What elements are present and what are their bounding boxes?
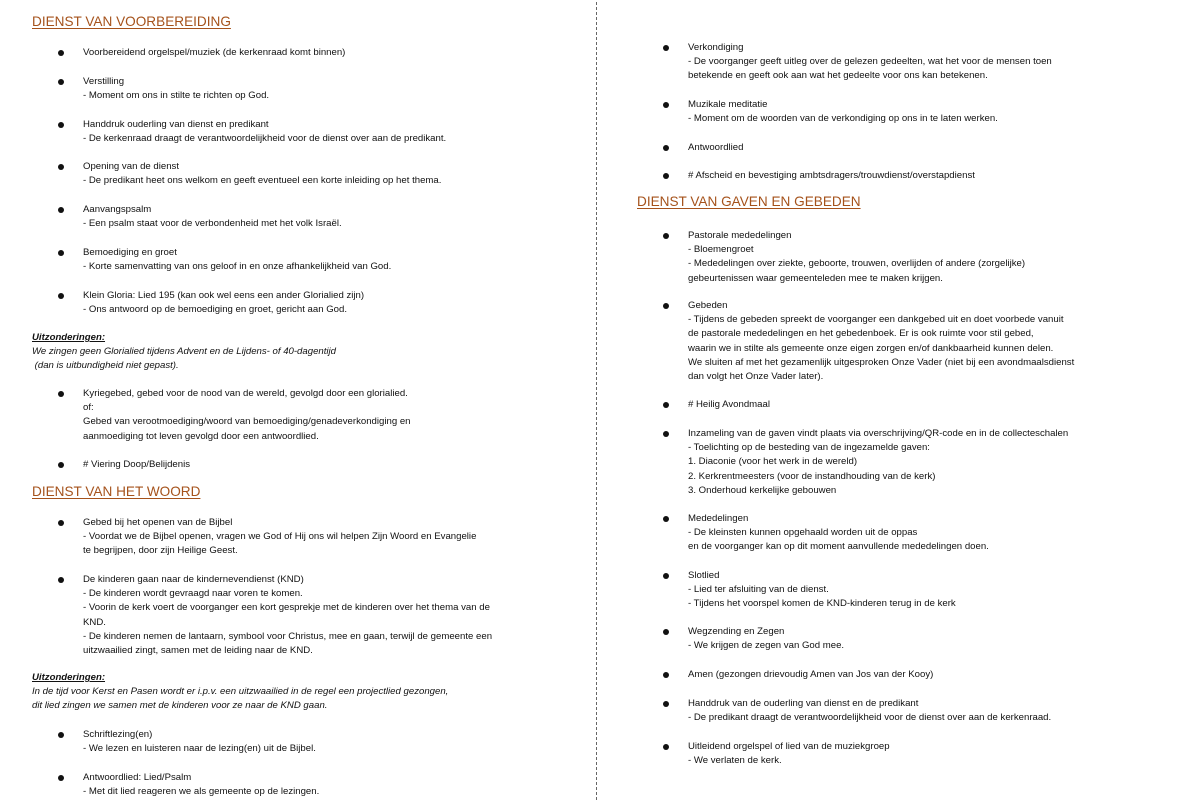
list-item-detail: - Voorin de kerk voert de voorganger een kort gesprekje met de kinderen over het thema van de [83,602,490,614]
heading-dienst-van-het-woord: DIENST VAN HET WOORD [32,484,201,499]
bullet-icon [58,462,64,468]
list-item [83,573,492,658]
list-item [688,668,933,682]
list-item [83,387,411,444]
list-item-title: Schriftlezing(en) [83,729,153,740]
list-item-detail: - Ons antwoord op de bemoediging en groet, gericht aan God. [83,304,347,316]
bullet-icon [663,744,669,750]
list-item-detail: 2. Kerkrentmeesters (voor de instandhouding van de kerk) [688,470,936,482]
list-item-detail: - Tijdens de gebeden spreekt de voorganger een dankgebed uit en doet voorbede vanuit [688,314,1064,326]
bullet-icon [58,50,64,56]
list-item-title: Muzikale meditatie [688,99,768,110]
list-item [83,516,476,559]
list-item-detail: betekende en geeft ook aan wat het gedeelte voor ons kan betekenen. [688,70,988,82]
list-item-title: Antwoordlied: Lied/Psalm [83,772,192,783]
list-item-title: Handdruk van de ouderling van dienst en de predikant [688,698,919,709]
list-item-detail: - De voorganger geeft uitleg over de gelezen gedeelten, wat het voor de mensen toen [688,56,1052,68]
bullet-icon [58,79,64,85]
list-item [83,728,316,756]
list-item-detail: dan volgt het Onze Vader later). [688,371,824,383]
list-item [83,46,345,60]
list-item-detail: - De kleinsten kunnen opgehaald worden uit de oppas [688,527,918,539]
list-item [688,427,1068,498]
list-item [688,512,989,555]
list-item-detail: - We verlaten de kerk. [688,755,782,767]
bullet-icon [663,629,669,635]
list-item [688,625,844,653]
list-item [688,697,1051,725]
list-item [688,229,1025,286]
list-item [83,160,441,188]
exception-line: We zingen geen Glorialied tijdens Advent en de Lijdens- of 40-dagentijd [32,346,337,357]
list-item [83,458,190,472]
bullet-icon [663,173,669,179]
list-item [688,299,1074,384]
list-item [688,41,1052,84]
list-item-detail: uitzwaailied zingt, samen met de leiding naar de KND. [83,645,313,657]
bullet-icon [663,102,669,108]
list-item-detail: - We krijgen de zegen van God mee. [688,640,845,652]
list-item-detail: - De predikant draagt de verantwoordelijkheid voor de dienst over aan de kerkenraad. [688,712,1052,724]
heading-dienst-van-voorbereiding: DIENST VAN VOORBEREIDING [32,14,231,29]
list-item [688,398,770,412]
list-item-title: Antwoordlied [688,142,744,153]
list-item-detail: - Mededelingen over ziekte, geboorte, trouwen, overlijden of andere (zorgelijke) [688,258,1026,270]
list-item-title: # Viering Doop/Belijdenis [83,459,191,470]
bullet-icon [58,207,64,213]
list-item-detail: waarin we in stilte als gemeente onze eigen zorgen en/of dankbaarheid kunnen delen. [688,342,1054,354]
bullet-icon [58,520,64,526]
heading-dienst-van-gaven-en-gebeden: DIENST VAN GAVEN EN GEBEDEN [637,194,861,209]
list-item [83,75,269,103]
list-item-detail: 1. Diaconie (voor het werk in de wereld) [688,456,858,468]
list-item-detail: of: [83,402,94,414]
list-item-title: Aanvangspsalm [83,204,152,215]
list-item-detail: - Een psalm staat voor de verbondenheid met het volk Israël. [83,218,342,230]
bullet-icon [58,122,64,128]
exception-line: dit lied zingen we samen met de kinderen voor ze naar de KND gaan. [32,700,328,711]
list-item-detail: en de voorganger kan op dit moment aanvullende mededelingen doen. [688,541,989,553]
bullet-icon [663,431,669,437]
bullet-icon [58,250,64,256]
list-item-detail: KND. [83,616,106,628]
bullet-icon [663,303,669,309]
list-item-detail: gebeurtenissen waar gemeenteleden mee te maken krijgen. [688,272,943,284]
list-item [83,203,342,231]
list-item-detail: - De predikant heet ons welkom en geeft eventueel een korte inleiding op het thema. [83,175,442,187]
list-item-title: Opening van de dienst [83,161,180,172]
list-item-detail: - Moment om ons in stilte te richten op God. [83,90,270,102]
list-item [688,98,998,126]
list-item-detail: - De kinderen nemen de lantaarn, symbool voor Christus, mee en gaan, terwijl de gemeente een [83,630,493,642]
bullet-icon [663,233,669,239]
bullet-icon [58,293,64,299]
list-item-title: Inzameling van de gaven vindt plaats via overschrijving/QR-code en in de collecteschalen [688,428,1069,439]
bullet-icon [663,701,669,707]
list-item-detail: We sluiten af met het gezamenlijk uitgesproken Onze Vader (niet bij een avondmaalsdienst [688,356,1075,368]
list-item-title: Wegzending en Zegen [688,626,785,637]
bullet-icon [663,672,669,678]
list-item-title: Mededelingen [688,513,749,524]
column-divider [596,2,597,800]
bullet-icon [58,775,64,781]
list-item [83,289,364,317]
list-item-detail: aanmoediging tot leven gevolgd door een antwoordlied. [83,430,319,442]
list-item-title: # Heilig Avondmaal [688,399,770,410]
list-item-detail: de pastorale mededelingen en het gebedenboek. Er is ook ruimte voor stil gebed, [688,328,1034,340]
list-item-title: Uitleidend orgelspel of lied van de muziekgroep [688,741,890,752]
bullet-icon [58,391,64,397]
list-item-title: Verkondiging [688,42,744,53]
list-item-detail: - Lied ter afsluiting van de dienst. [688,584,829,596]
list-item-title: De kinderen gaan naar de kindernevendienst (KND) [83,574,304,585]
list-item [83,771,319,799]
bullet-icon [58,577,64,583]
list-item [688,740,890,768]
exception-line: (dan is uitbundigheid niet gepast). [32,360,179,371]
list-item [688,141,743,155]
exception-title-1: Uitzonderingen: [32,332,106,343]
bullet-icon [58,732,64,738]
list-item-title: Gebed bij het openen van de Bijbel [83,517,233,528]
list-item-title: Gebeden [688,300,728,311]
list-item-title: Kyriegebed, gebed voor de nood van de wereld, gevolgd door een glorialied. [83,388,408,399]
list-item-detail: - Moment om de woorden van de verkondiging op ons in te laten werken. [688,113,998,125]
exception-line: In de tijd voor Kerst en Pasen wordt er i.p.v. een uitzwaailied in de regel een projectlied gezongen, [32,686,449,697]
list-item [83,118,446,146]
list-item-detail: - Voordat we de Bijbel openen, vragen we God of Hij ons wil helpen Zijn Woord en Evangelie [83,531,477,543]
list-item-detail: te begrijpen, door zijn Heilige Geest. [83,545,238,557]
list-item-detail: 3. Onderhoud kerkelijke gebouwen [688,484,837,496]
list-item-detail: - Toelichting op de besteding van de ingezamelde gaven: [688,442,930,454]
list-item-detail: - Met dit lied reageren we als gemeente op de lezingen. [83,786,320,798]
bullet-icon [663,45,669,51]
list-item-detail: - Tijdens het voorspel komen de KND-kinderen terug in de kerk [688,598,956,610]
bullet-icon [663,573,669,579]
list-item-title: Voorbereidend orgelspel/muziek (de kerkenraad komt binnen) [83,47,346,58]
list-item-detail: - We lezen en luisteren naar de lezing(en) uit de Bijbel. [83,743,316,755]
list-item [688,169,975,183]
list-item-detail: - De kerkenraad draagt de verantwoordelijkheid voor de dienst over aan de predikant. [83,133,447,145]
list-item-title: Bemoediging en groet [83,247,177,258]
list-item-title: Amen (gezongen drievoudig Amen van Jos van der Kooy) [688,669,934,680]
bullet-icon [663,145,669,151]
list-item [83,246,391,274]
list-item-title: Handdruk ouderling van dienst en predikant [83,119,269,130]
exception-title-2: Uitzonderingen: [32,672,106,683]
bullet-icon [58,164,64,170]
list-item-detail: - Korte samenvatting van ons geloof in en onze afhankelijkheid van God. [83,261,392,273]
list-item-title: Pastorale mededelingen [688,230,792,241]
list-item-title: Slotlied [688,570,720,581]
bullet-icon [663,402,669,408]
bullet-icon [663,516,669,522]
list-item-detail: - De kinderen wordt gevraagd naar voren te komen. [83,588,303,600]
list-item-title: Verstilling [83,76,125,87]
list-item-title: Klein Gloria: Lied 195 (kan ook wel eens een ander Glorialied zijn) [83,290,365,301]
list-item-detail: Gebed van verootmoediging/woord van bemoediging/genadeverkondiging en [83,416,411,428]
list-item [688,569,956,612]
list-item-title: # Afscheid en bevestiging ambtsdragers/trouwdienst/overstapdienst [688,170,975,181]
list-item-detail: - Bloemengroet [688,244,754,256]
